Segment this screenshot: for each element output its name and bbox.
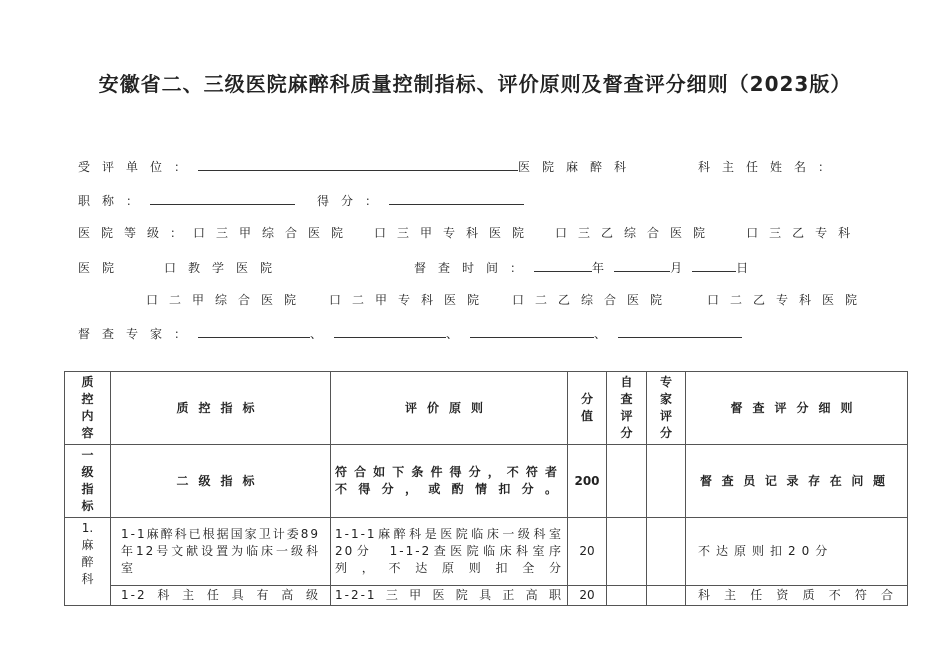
form-row-title xyxy=(78,192,524,209)
title-field[interactable] xyxy=(150,192,295,205)
indicator-cell: 1-2科主任具有高级 xyxy=(111,586,331,606)
level-option-6[interactable]: 口二甲综合医院 xyxy=(146,293,308,307)
self-score-cell[interactable] xyxy=(607,518,647,586)
header-principle: 评价原则 xyxy=(331,372,568,445)
level-expert-cell[interactable] xyxy=(647,445,686,518)
level2-cell: 二级指标 xyxy=(111,445,331,518)
expert-field-2[interactable] xyxy=(334,325,446,338)
header-indicator: 质控指标 xyxy=(111,372,331,445)
experts-label: 督查专家： xyxy=(78,327,199,341)
form-row-time xyxy=(78,259,748,276)
hospital-level-label: 医院等级： xyxy=(78,226,194,240)
header-detail: 督查评分细则 xyxy=(686,372,908,445)
level-self-cell[interactable] xyxy=(607,445,647,518)
level-option-9[interactable]: 口二乙专科医院 xyxy=(707,293,869,307)
table-row xyxy=(65,518,908,586)
level-option-5[interactable]: 口教学医院 xyxy=(164,261,285,275)
year-label: 年 xyxy=(592,261,605,275)
section-cell: 1.麻醉科 xyxy=(65,518,111,606)
table-row-level xyxy=(65,445,908,518)
score-field[interactable] xyxy=(389,192,524,205)
day-label: 日 xyxy=(736,261,749,275)
month-field[interactable] xyxy=(614,259,670,272)
separator: 、 xyxy=(446,327,471,341)
inspect-time-label: 督查时间： xyxy=(414,261,535,275)
year-field[interactable] xyxy=(534,259,592,272)
separator: 、 xyxy=(594,327,619,341)
level-option-4-cont: 医院 xyxy=(78,261,127,275)
indicator-cell: 1-1麻醉科已根据国家卫计委89年12号文献设置为临床一级科室 xyxy=(111,518,331,586)
expert-field-4[interactable] xyxy=(618,325,742,338)
level-option-1[interactable]: 口三甲综合医院 xyxy=(193,226,355,240)
expert-field-3[interactable] xyxy=(470,325,594,338)
level-detail-cell: 督查员记录存在问题 xyxy=(686,445,908,518)
detail-cell: 科主任资质不符合 xyxy=(686,586,908,606)
form-row-experts xyxy=(78,325,742,342)
level-option-3[interactable]: 口三乙综合医院 xyxy=(555,226,717,240)
form-row-level xyxy=(78,224,861,241)
table-row xyxy=(65,586,908,606)
form-row-unit xyxy=(78,158,842,175)
page-title: 安徽省二、三级医院麻醉科质量控制指标、评价原则及督查评分细则（2023版） xyxy=(98,72,852,96)
table-header-row xyxy=(65,372,908,445)
score-cell: 20 xyxy=(568,518,607,586)
detail-cell: 不达原则扣20分 xyxy=(686,518,908,586)
evaluated-unit-field[interactable] xyxy=(198,158,518,171)
expert-score-cell[interactable] xyxy=(647,586,686,606)
level-option-7[interactable]: 口二甲专科医院 xyxy=(329,293,491,307)
form-row-level2 xyxy=(146,291,868,308)
score-label: 得分： xyxy=(317,194,390,208)
day-field[interactable] xyxy=(692,259,736,272)
month-label: 月 xyxy=(670,261,683,275)
level-option-8[interactable]: 口二乙综合医院 xyxy=(512,293,674,307)
title-label: 职称： xyxy=(78,194,151,208)
header-content: 质控内容 xyxy=(65,372,111,445)
expert-field-1[interactable] xyxy=(198,325,310,338)
self-score-cell[interactable] xyxy=(607,586,647,606)
header-score: 分值 xyxy=(568,372,607,445)
principle-cell: 1-1-1麻醉科是医院临床一级科室 20分 1-1-2查医院临床科室序列，不达原则扣全分 xyxy=(331,518,568,586)
evaluated-unit-label: 受评单位： xyxy=(78,160,199,174)
evaluation-table xyxy=(64,371,908,606)
level-option-2[interactable]: 口三甲专科医院 xyxy=(374,226,536,240)
level-principle-cell: 符合如下条件得分，不符者不得分，或酌情扣分。 xyxy=(331,445,568,518)
principle-cell: 1-2-1三甲医院具正高职 xyxy=(331,586,568,606)
hospital-anesthesia-text: 医院麻醉科 xyxy=(518,160,639,174)
expert-score-cell[interactable] xyxy=(647,518,686,586)
level-score-cell: 200 xyxy=(568,445,607,518)
score-cell: 20 xyxy=(568,586,607,606)
level-option-4[interactable]: 口三乙专科 xyxy=(746,226,862,240)
header-expert: 专家评分 xyxy=(647,372,686,445)
header-self: 自查评分 xyxy=(607,372,647,445)
director-name-label: 科主任姓名： xyxy=(698,160,843,174)
level1-cell: 一级指标 xyxy=(65,445,111,518)
separator: 、 xyxy=(310,327,335,341)
